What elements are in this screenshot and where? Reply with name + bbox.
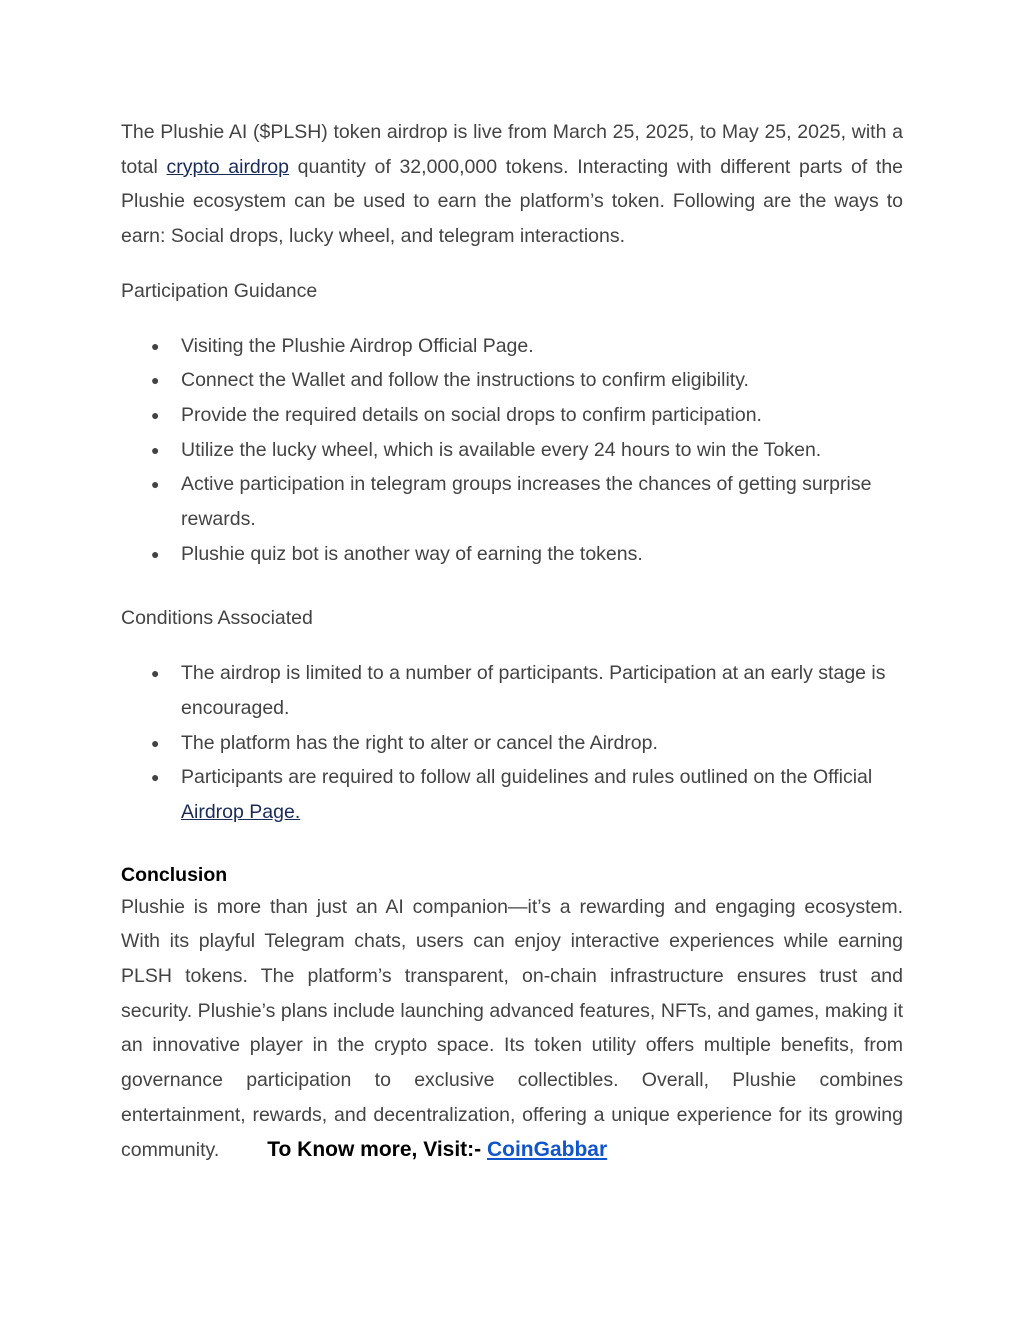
cta-text — [267, 1138, 607, 1161]
list-item-text: Visiting the Plushie Airdrop Official Page. — [181, 334, 534, 357]
crypto-airdrop-link[interactable]: crypto airdrop — [166, 155, 289, 178]
bullet-icon: ● — [151, 406, 160, 423]
list-item-text: Active participation in telegram groups increases the chances of getting surprise rewards. — [181, 473, 872, 531]
list-item-text: Participants are required to follow all guidelines and rules outlined on the Official — [181, 766, 873, 789]
bullet-icon: ● — [151, 476, 160, 493]
list-item — [121, 726, 903, 761]
participation-list — [121, 329, 903, 572]
list-item-text: Utilize the lucky wheel, which is available every 24 hours to win the Token. — [181, 438, 822, 461]
bullet-icon: ● — [151, 665, 160, 682]
airdrop-page-link[interactable]: Airdrop Page. — [181, 800, 301, 823]
list-item — [121, 760, 903, 829]
conclusion-text: Plushie is more than just an AI companion—it’s a rewarding and engaging ecosystem. With its playful Telegram chats, users can enjoy interactive experiences while earning PLSH tokens. The platform’s transparent, on-chain infrastructure ensures trust and security. Plushie’s plans include launching advanced features, NFTs, and games, making it an innovative player in the crypto space. Its token utility offers multiple benefits, from governance participation to exclusive collectibles. Overall, Plushie combines entertainment, rewards, and decentralization, offering a unique experience for its growing community. — [121, 895, 903, 1161]
list-item-text: The platform has the right to alter or cancel the Airdrop. — [181, 731, 658, 754]
coingabbar-link[interactable]: CoinGabbar — [486, 1137, 608, 1161]
list-item — [121, 656, 903, 725]
document-page — [121, 115, 903, 1167]
list-item-text: Plushie quiz bot is another way of earning the tokens. — [181, 542, 643, 565]
intro-text-after: quantity of 32,000,000 tokens. Interacting with different parts of the Plushie ecosystem can be used to earn the platform’s token. Following are the ways to earn: Social drops, lucky wheel, and telegram interactions. — [121, 155, 904, 248]
list-item — [121, 467, 903, 536]
intro-text-before: The Plushie AI ($PLSH) token airdrop is live from March 25, 2025, to May 25, 2025, with a total — [121, 121, 903, 178]
bullet-icon: ● — [151, 441, 160, 458]
conditions-heading: Conditions Associated — [121, 607, 313, 630]
conclusion-heading: Conclusion — [121, 863, 228, 886]
bullet-icon: ● — [151, 545, 160, 562]
intro-paragraph — [121, 115, 903, 254]
list-item-text: Provide the required details on social drops to confirm participation. — [181, 403, 762, 426]
list-item — [121, 363, 903, 398]
bullet-icon: ● — [151, 734, 160, 751]
list-item-text: The airdrop is limited to a number of participants. Participation at an early stage is encouraged. — [181, 662, 886, 719]
conclusion-paragraph — [121, 890, 903, 1168]
bullet-icon: ● — [151, 372, 160, 389]
bullet-icon: ● — [151, 769, 160, 786]
conditions-list — [121, 656, 903, 830]
list-item — [121, 329, 903, 364]
participation-heading: Participation Guidance — [121, 279, 318, 302]
bullet-icon: ● — [151, 337, 160, 354]
list-item-text: Connect the Wallet and follow the instructions to confirm eligibility. — [181, 369, 749, 392]
cta-label: To Know more, Visit:- — [267, 1137, 487, 1161]
list-item — [121, 433, 903, 468]
list-item — [121, 398, 903, 433]
list-item — [121, 537, 903, 572]
